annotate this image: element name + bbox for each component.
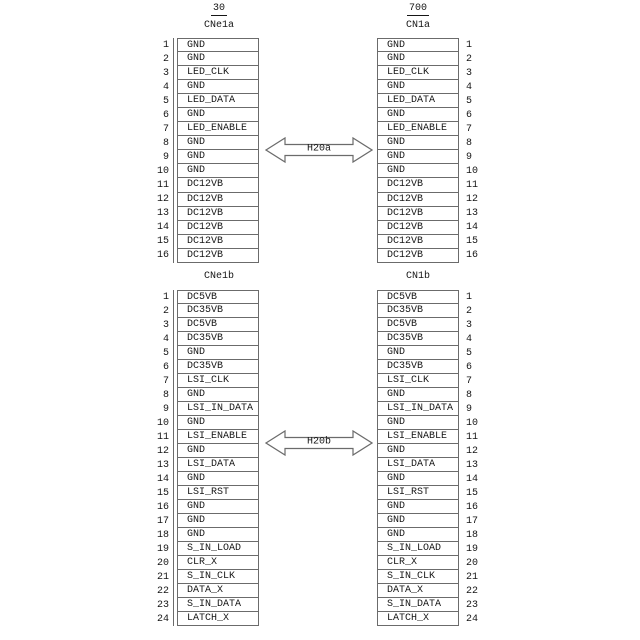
- pin-number: 15: [466, 236, 479, 248]
- pin-signal-label: DC12VB: [377, 235, 459, 249]
- pin-row: [377, 122, 484, 136]
- pin-row: [149, 472, 259, 486]
- pin-row: [149, 80, 259, 94]
- pin-number: 5: [149, 94, 174, 108]
- harness-arrow-h20a: [265, 134, 373, 166]
- pin-number: 24: [466, 613, 479, 625]
- pin-signal-label: GND: [377, 514, 459, 528]
- pin-signal-label: DC12VB: [377, 249, 459, 263]
- pin-signal-label: DC12VB: [177, 193, 259, 207]
- pin-signal-label: DC35VB: [377, 360, 459, 374]
- connector-title-cn1a: CN1a: [405, 20, 430, 31]
- pin-signal-label: GND: [177, 38, 259, 52]
- pin-number: 9: [466, 403, 473, 415]
- pin-number: 8: [149, 136, 174, 150]
- pin-signal-label: GND: [377, 500, 459, 514]
- pin-number: 22: [149, 584, 174, 598]
- pin-number: 14: [466, 473, 479, 485]
- pin-row: [377, 136, 484, 150]
- pin-signal-label: DC5VB: [177, 318, 259, 332]
- pin-number: 8: [149, 388, 174, 402]
- pin-number: 19: [149, 542, 174, 556]
- pin-row: [377, 346, 484, 360]
- pin-signal-label: LSI_IN_DATA: [177, 402, 259, 416]
- pin-row: [149, 249, 259, 263]
- pin-row: [149, 458, 259, 472]
- pin-signal-label: LSI_IN_DATA: [377, 402, 459, 416]
- pin-number: 4: [149, 332, 174, 346]
- pin-signal-label: GND: [377, 528, 459, 542]
- pin-signal-label: LSI_CLK: [177, 374, 259, 388]
- pin-number: 18: [466, 529, 479, 541]
- pin-row: [377, 164, 484, 178]
- pin-signal-label: DC12VB: [377, 193, 459, 207]
- pin-number: 18: [149, 528, 174, 542]
- pin-row: [149, 612, 259, 626]
- pin-signal-label: LSI_RST: [177, 486, 259, 500]
- pin-number: 1: [466, 291, 473, 303]
- pin-signal-label: LSI_CLK: [377, 374, 459, 388]
- pin-number: 8: [466, 389, 473, 401]
- pin-signal-label: GND: [177, 444, 259, 458]
- pin-number: 24: [149, 612, 174, 626]
- pin-number: 21: [466, 571, 479, 583]
- pin-signal-label: GND: [177, 52, 259, 66]
- pin-row: [149, 374, 259, 388]
- pin-signal-label: GND: [177, 472, 259, 486]
- pin-number: 9: [149, 402, 174, 416]
- pin-number: 5: [466, 95, 473, 107]
- pin-signal-label: DC35VB: [177, 360, 259, 374]
- pin-number: 10: [466, 417, 479, 429]
- board-ref-left: [178, 3, 260, 15]
- pin-signal-label: GND: [177, 150, 259, 164]
- pin-signal-label: DC12VB: [177, 235, 259, 249]
- pin-number: 8: [466, 137, 473, 149]
- pin-row: [377, 249, 484, 263]
- pin-signal-label: DC5VB: [177, 290, 259, 304]
- pin-number: 16: [149, 249, 174, 263]
- pin-row: [377, 486, 484, 500]
- pin-number: 5: [466, 347, 473, 359]
- pin-number: 1: [149, 38, 174, 52]
- pin-number: 16: [466, 501, 479, 513]
- board-ref-left-value: 30: [212, 3, 225, 14]
- pin-row: [377, 360, 484, 374]
- pin-signal-label: DC12VB: [377, 221, 459, 235]
- pin-row: [149, 584, 259, 598]
- pin-number: 6: [466, 361, 473, 373]
- pin-signal-label: GND: [177, 528, 259, 542]
- pin-row: [149, 108, 259, 122]
- pin-row: [377, 430, 484, 444]
- pin-signal-label: GND: [377, 164, 459, 178]
- pin-row: [377, 80, 484, 94]
- pin-signal-label: DC5VB: [377, 318, 459, 332]
- pin-number: 10: [149, 416, 174, 430]
- pin-number: 22: [466, 585, 479, 597]
- pin-row: [149, 178, 259, 192]
- pin-row: [149, 235, 259, 249]
- pin-row: [377, 444, 484, 458]
- pin-number: 2: [466, 305, 473, 317]
- pin-signal-label: GND: [377, 136, 459, 150]
- pin-signal-label: LED_ENABLE: [377, 122, 459, 136]
- pin-number: 13: [466, 208, 479, 220]
- pin-signal-label: GND: [177, 108, 259, 122]
- pin-row: [377, 584, 484, 598]
- pin-row: [149, 528, 259, 542]
- pin-signal-label: DC12VB: [377, 207, 459, 221]
- pin-row: [149, 332, 259, 346]
- pin-number: 9: [466, 151, 473, 163]
- pin-number: 20: [149, 556, 174, 570]
- pin-number: 12: [149, 444, 174, 458]
- pin-row: [149, 416, 259, 430]
- pin-signal-label: LED_CLK: [177, 66, 259, 80]
- pin-signal-label: S_IN_CLK: [177, 570, 259, 584]
- pin-number: 3: [466, 67, 473, 79]
- pin-number: 4: [466, 81, 473, 93]
- pin-row: [149, 221, 259, 235]
- board-ref-right-value: 700: [408, 3, 427, 14]
- pin-row: [377, 193, 484, 207]
- pin-signal-label: DC35VB: [377, 304, 459, 318]
- pin-number: 14: [466, 222, 479, 234]
- pin-number: 4: [466, 333, 473, 345]
- pin-row: [377, 38, 484, 52]
- pin-number: 23: [466, 599, 479, 611]
- pin-row: [149, 150, 259, 164]
- pin-signal-label: GND: [377, 150, 459, 164]
- pin-number: 6: [149, 360, 174, 374]
- pin-row: [377, 178, 484, 192]
- pin-row: [377, 52, 484, 66]
- pin-number: 20: [466, 557, 479, 569]
- pin-row: [377, 528, 484, 542]
- pin-signal-label: GND: [177, 80, 259, 94]
- pin-number: 13: [466, 459, 479, 471]
- connector-title-cn1b: CN1b: [405, 271, 430, 282]
- pin-signal-label: LED_DATA: [177, 94, 259, 108]
- pin-number: 9: [149, 150, 174, 164]
- pin-signal-label: LSI_DATA: [377, 458, 459, 472]
- pin-row: [149, 486, 259, 500]
- pin-number: 2: [149, 304, 174, 318]
- pin-signal-label: LATCH_X: [377, 612, 459, 626]
- pin-row: [149, 360, 259, 374]
- pin-signal-label: DC12VB: [177, 207, 259, 221]
- pin-number: 2: [149, 52, 174, 66]
- pin-number: 21: [149, 570, 174, 584]
- pin-signal-label: DC12VB: [177, 178, 259, 192]
- pin-number: 19: [466, 543, 479, 555]
- harness-label: H20a: [306, 143, 331, 155]
- pin-number: 4: [149, 80, 174, 94]
- pin-row: [149, 388, 259, 402]
- pin-row: [377, 542, 484, 556]
- pin-row: [149, 556, 259, 570]
- pin-row: [377, 290, 484, 304]
- pin-row: [377, 304, 484, 318]
- pin-row: [377, 332, 484, 346]
- pin-row: [149, 570, 259, 584]
- pin-signal-label: GND: [377, 444, 459, 458]
- pin-row: [377, 402, 484, 416]
- pin-number: 15: [466, 487, 479, 499]
- pin-row: [377, 500, 484, 514]
- pin-row: [377, 66, 484, 80]
- pin-row: [149, 290, 259, 304]
- pin-row: [149, 444, 259, 458]
- pin-row: [149, 542, 259, 556]
- pin-row: [377, 235, 484, 249]
- harness-label: H20b: [306, 436, 331, 448]
- pin-number: 14: [149, 472, 174, 486]
- pin-number: 3: [149, 318, 174, 332]
- pin-signal-label: S_IN_DATA: [377, 598, 459, 612]
- pin-row: [149, 318, 259, 332]
- pin-signal-label: GND: [377, 388, 459, 402]
- pin-row: [377, 556, 484, 570]
- connector-title-cne1b: CNe1b: [203, 271, 234, 282]
- pin-row: [377, 318, 484, 332]
- harness-arrow-h20b: [265, 427, 373, 459]
- pin-signal-label: S_IN_DATA: [177, 598, 259, 612]
- pin-row: [377, 570, 484, 584]
- pin-row: [149, 346, 259, 360]
- pin-signal-label: GND: [177, 136, 259, 150]
- pin-row: [149, 598, 259, 612]
- pin-table-cne1b: [149, 290, 259, 626]
- pin-row: [377, 514, 484, 528]
- pin-row: [149, 402, 259, 416]
- pin-signal-label: LED_CLK: [377, 66, 459, 80]
- pin-signal-label: DATA_X: [177, 584, 259, 598]
- pin-row: [149, 193, 259, 207]
- pin-row: [377, 598, 484, 612]
- pin-signal-label: GND: [177, 500, 259, 514]
- pin-row: [149, 38, 259, 52]
- pin-signal-label: DATA_X: [377, 584, 459, 598]
- pin-table-cn1b: [377, 290, 484, 626]
- pin-signal-label: GND: [377, 38, 459, 52]
- pin-number: 6: [466, 109, 473, 121]
- pin-signal-label: DC35VB: [177, 332, 259, 346]
- pin-row: [149, 136, 259, 150]
- pin-number: 10: [466, 165, 479, 177]
- pin-signal-label: GND: [177, 388, 259, 402]
- board-ref-right: [377, 3, 459, 15]
- pin-signal-label: GND: [177, 346, 259, 360]
- pin-row: [149, 94, 259, 108]
- pin-row: [149, 514, 259, 528]
- pin-signal-label: LSI_DATA: [177, 458, 259, 472]
- pin-number: 1: [466, 39, 473, 51]
- pin-signal-label: DC12VB: [177, 221, 259, 235]
- pin-signal-label: DC5VB: [377, 290, 459, 304]
- pin-number: 11: [149, 178, 174, 192]
- pin-table-cne1a: [149, 38, 259, 263]
- pin-number: 12: [466, 445, 479, 457]
- pin-number: 11: [466, 179, 479, 191]
- pin-signal-label: DC12VB: [177, 249, 259, 263]
- pin-number: 12: [466, 194, 479, 206]
- pin-row: [377, 94, 484, 108]
- pin-number: 3: [149, 66, 174, 80]
- pin-signal-label: GND: [377, 416, 459, 430]
- pin-number: 23: [149, 598, 174, 612]
- pin-signal-label: LSI_ENABLE: [377, 430, 459, 444]
- pin-number: 15: [149, 486, 174, 500]
- pin-row: [149, 164, 259, 178]
- pin-row: [149, 207, 259, 221]
- pin-row: [377, 221, 484, 235]
- pin-signal-label: LATCH_X: [177, 612, 259, 626]
- pin-number: 16: [466, 250, 479, 262]
- pin-row: [149, 66, 259, 80]
- pin-row: [149, 304, 259, 318]
- pin-number: 3: [466, 319, 473, 331]
- pin-signal-label: LSI_RST: [377, 486, 459, 500]
- pin-number: 13: [149, 207, 174, 221]
- pin-row: [377, 458, 484, 472]
- pin-number: 16: [149, 500, 174, 514]
- pin-signal-label: S_IN_LOAD: [177, 542, 259, 556]
- pin-signal-label: GND: [377, 108, 459, 122]
- pin-number: 5: [149, 346, 174, 360]
- pin-number: 6: [149, 108, 174, 122]
- pin-row: [377, 612, 484, 626]
- pin-row: [149, 122, 259, 136]
- pin-row: [377, 108, 484, 122]
- pin-number: 7: [149, 374, 174, 388]
- pin-number: 12: [149, 193, 174, 207]
- pin-signal-label: LED_DATA: [377, 94, 459, 108]
- pin-signal-label: CLR_X: [177, 556, 259, 570]
- pin-number: 15: [149, 235, 174, 249]
- pin-row: [377, 472, 484, 486]
- pin-number: 11: [466, 431, 479, 443]
- pin-number: 14: [149, 221, 174, 235]
- pin-signal-label: GND: [177, 514, 259, 528]
- pin-row: [149, 52, 259, 66]
- pin-row: [377, 374, 484, 388]
- pin-row: [377, 388, 484, 402]
- pin-signal-label: GND: [177, 416, 259, 430]
- pin-number: 11: [149, 430, 174, 444]
- pin-row: [377, 416, 484, 430]
- pin-row: [377, 150, 484, 164]
- pin-number: 10: [149, 164, 174, 178]
- pin-signal-label: CLR_X: [377, 556, 459, 570]
- pin-signal-label: DC35VB: [377, 332, 459, 346]
- pin-signal-label: DC35VB: [177, 304, 259, 318]
- pin-signal-label: GND: [377, 80, 459, 94]
- pin-number: 7: [149, 122, 174, 136]
- pin-signal-label: S_IN_LOAD: [377, 542, 459, 556]
- pin-signal-label: DC12VB: [377, 178, 459, 192]
- pin-number: 13: [149, 458, 174, 472]
- pin-signal-label: LED_ENABLE: [177, 122, 259, 136]
- pin-number: 17: [149, 514, 174, 528]
- pin-signal-label: LSI_ENABLE: [177, 430, 259, 444]
- pin-number: 1: [149, 290, 174, 304]
- pin-signal-label: GND: [177, 164, 259, 178]
- pin-row: [149, 500, 259, 514]
- pin-row: [149, 430, 259, 444]
- pin-row: [377, 207, 484, 221]
- pin-signal-label: S_IN_CLK: [377, 570, 459, 584]
- pin-signal-label: GND: [377, 52, 459, 66]
- pin-number: 17: [466, 515, 479, 527]
- pin-signal-label: GND: [377, 346, 459, 360]
- pin-number: 7: [466, 123, 473, 135]
- connector-title-cne1a: CNe1a: [203, 20, 234, 31]
- pin-number: 2: [466, 53, 473, 65]
- pin-table-cn1a: [377, 38, 484, 263]
- pin-signal-label: GND: [377, 472, 459, 486]
- pin-number: 7: [466, 375, 473, 387]
